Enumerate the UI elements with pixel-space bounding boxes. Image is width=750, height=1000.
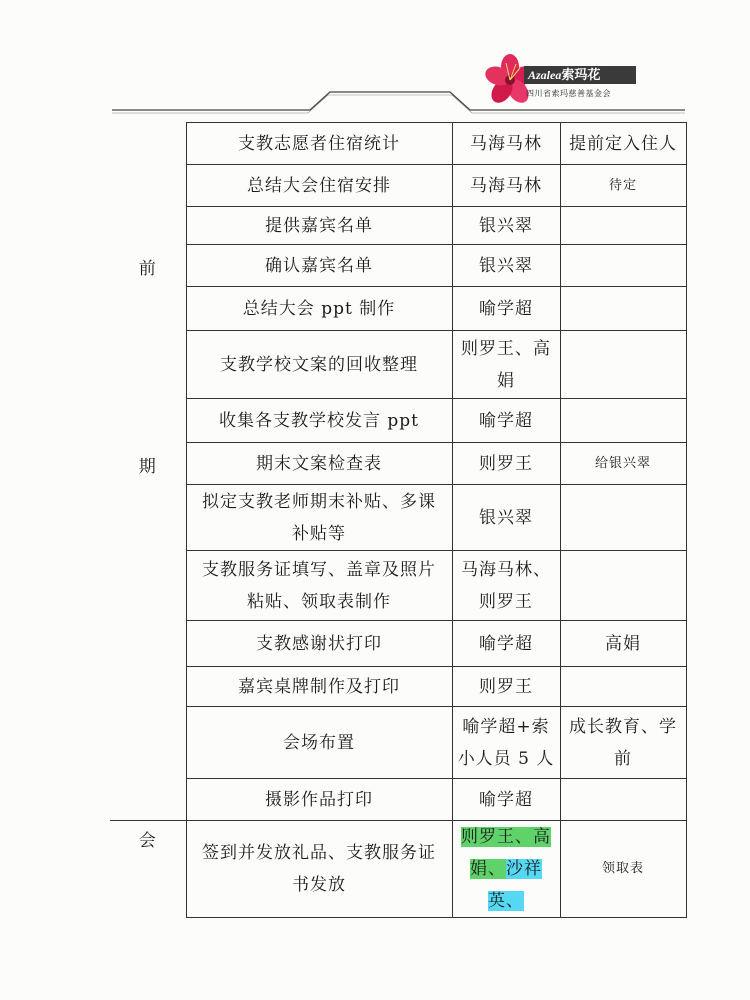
- table-row: [110, 779, 686, 821]
- task-cell: 确认嘉宾名单: [186, 245, 452, 287]
- owner-line-2: 娟: [497, 370, 515, 391]
- phase-label-pre-2: 期: [138, 456, 157, 477]
- table-row: [110, 399, 686, 443]
- owner-line-2: 则罗王: [479, 591, 533, 612]
- note-cell: [560, 245, 686, 287]
- phase-cell-meeting: [110, 821, 186, 918]
- owner-cell: 则罗王: [452, 443, 560, 485]
- foundation-logo: [484, 52, 644, 112]
- table-row: [110, 821, 686, 918]
- task-cell: 嘉宾桌牌制作及打印: [186, 667, 452, 707]
- table-row: [110, 707, 686, 779]
- phase-label-meeting-1: 会: [138, 831, 157, 851]
- owner-cell: 银兴翠: [452, 245, 560, 287]
- task-cell: 收集各支教学校发言 ppt: [186, 399, 452, 443]
- task-table: [110, 122, 687, 918]
- note-cell: [560, 667, 686, 707]
- task-line-1: 签到并发放礼品、支教服务证: [202, 843, 436, 863]
- owner-cell: 银兴翠: [452, 485, 560, 551]
- task-line-1: 支教服务证填写、盖章及照片: [202, 559, 436, 580]
- task-cell: [186, 821, 452, 918]
- task-line-1: 拟定支教老师期末补贴、多课: [202, 491, 436, 512]
- table-row: [110, 123, 686, 165]
- owner-line-2-highlight-a: 娟、: [470, 859, 506, 879]
- task-cell: 支教感谢状打印: [186, 621, 452, 667]
- task-cell: 期末文案检查表: [186, 443, 452, 485]
- owner-cell: 马海马林: [452, 123, 560, 165]
- phase-cell-pre: [110, 123, 186, 821]
- owner-cell: [452, 707, 560, 779]
- owner-cell: [452, 331, 560, 399]
- note-cell: 给银兴翠: [560, 443, 686, 485]
- table-row: [110, 245, 686, 287]
- owner-cell: 则罗王: [452, 667, 560, 707]
- owner-line-1: 马海马林、: [461, 559, 551, 580]
- table-row: [110, 287, 686, 331]
- note-cell: [560, 331, 686, 399]
- owner-cell: 喻学超: [452, 621, 560, 667]
- note-cell: [560, 485, 686, 551]
- table-row: [110, 165, 686, 207]
- task-cell: 摄影作品打印: [186, 779, 452, 821]
- note-cell: [560, 207, 686, 245]
- owner-cell: [452, 551, 560, 621]
- owner-cell: [452, 821, 560, 918]
- note-cell: [560, 399, 686, 443]
- task-cell: 支教学校文案的回收整理: [186, 331, 452, 399]
- note-cell: [560, 707, 686, 779]
- owner-cell: 喻学超: [452, 399, 560, 443]
- logo-brand-cn: 索玛花: [561, 67, 601, 82]
- task-cell: [186, 485, 452, 551]
- logo-org-name: 四川省索玛慈善基金会: [526, 89, 611, 98]
- owner-line-2-highlight-b: 沙祥英、: [488, 859, 542, 911]
- logo-brand: [524, 66, 636, 84]
- owner-line-1-highlight: 则罗王、高: [461, 827, 551, 847]
- owner-line-1: 喻学超+索: [462, 716, 550, 737]
- owner-cell: 喻学超: [452, 779, 560, 821]
- task-cell: 提供嘉宾名单: [186, 207, 452, 245]
- task-cell: 总结大会 ppt 制作: [186, 287, 452, 331]
- note-line-2: 前: [614, 748, 632, 769]
- table-row: [110, 551, 686, 621]
- note-cell: [560, 779, 686, 821]
- note-cell: 高娟: [560, 621, 686, 667]
- task-line-2: 书发放: [292, 875, 346, 895]
- table-row: [110, 331, 686, 399]
- owner-line-1: 则罗王、高: [461, 338, 551, 359]
- task-cell: 支教志愿者住宿统计: [186, 123, 452, 165]
- owner-line-2: 小人员 5 人: [457, 748, 555, 769]
- logo-brand-en: Azalea: [528, 68, 562, 82]
- table-row: [110, 667, 686, 707]
- task-cell: 会场布置: [186, 707, 452, 779]
- note-cell: 提前定入住人: [560, 123, 686, 165]
- task-line-2: 补贴等: [292, 523, 346, 544]
- table-row: [110, 621, 686, 667]
- task-cell: [186, 551, 452, 621]
- table-row: [110, 207, 686, 245]
- note-cell: [560, 287, 686, 331]
- note-cell: [560, 551, 686, 621]
- note-line-1: 成长教育、学: [569, 716, 677, 737]
- note-cell: 待定: [560, 165, 686, 207]
- task-line-2: 粘贴、领取表制作: [247, 591, 391, 612]
- table-row: [110, 443, 686, 485]
- task-cell: 总结大会住宿安排: [186, 165, 452, 207]
- phase-label-pre-1: 前: [138, 258, 157, 279]
- owner-cell: 银兴翠: [452, 207, 560, 245]
- note-cell: 领取表: [560, 821, 686, 918]
- owner-cell: 马海马林: [452, 165, 560, 207]
- owner-cell: 喻学超: [452, 287, 560, 331]
- table-row: [110, 485, 686, 551]
